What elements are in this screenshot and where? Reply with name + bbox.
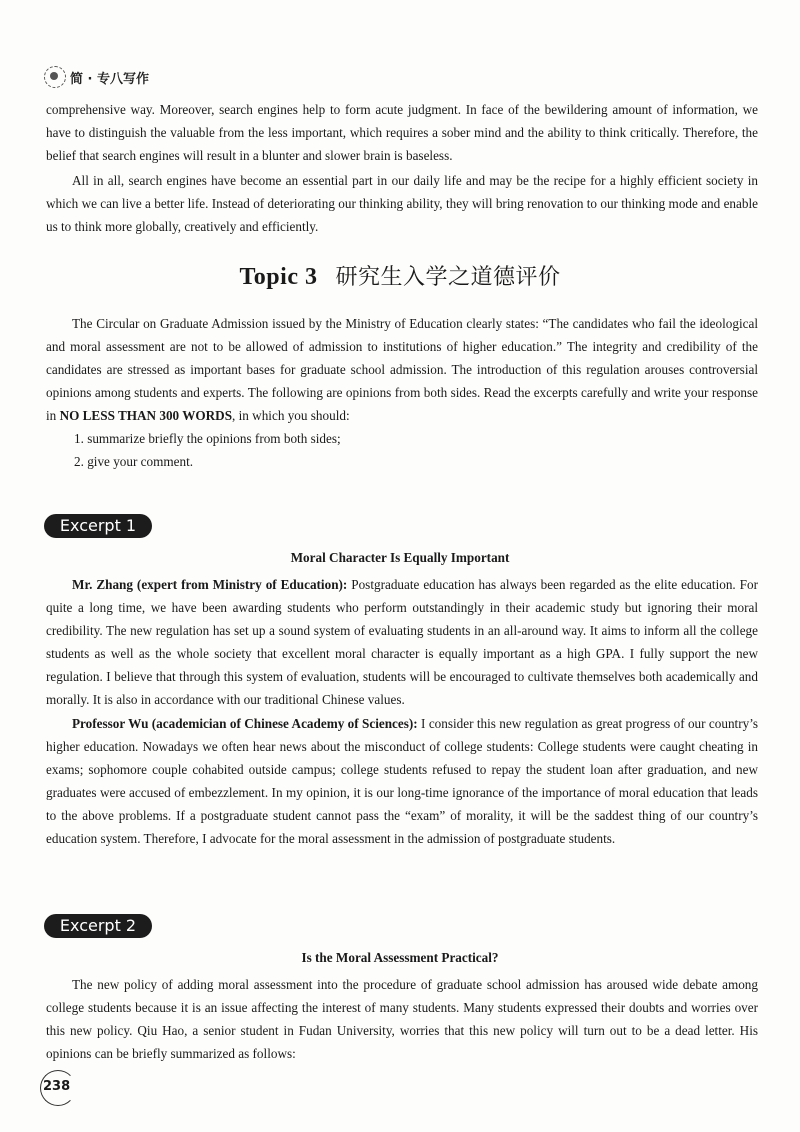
paragraph: All in all, search engines have become an essential part in our daily life and may be the recipe for a highly efficient society in which we can live a better life. Instead of deteriorating our thinking ability, they will bring renovation to our thinking mode and enable us to think more globally, creatively and efficiently. <box>46 173 758 234</box>
list-item: 2. give your comment. <box>74 454 194 469</box>
page-number: 238 <box>43 1079 71 1094</box>
topic-title-zh: 研究生入学之道德评价 <box>335 265 561 290</box>
text-run: I consider this new regulation as great progress of our country’s higher education. Nowadays we often hear news about the misconduct of college students: College students were caught cheating in exams; sophomore couple cohabited outside campus; college students refused to repay the student loan after graduation, and new graduates were accused of embezzlement. In my opinion, it is our long-time ignorance of the importance of moral education that leads to the above problems. If a postgraduate student cannot pass the “exam” of morality, it will be the saddest thing of our country’s education system. Therefore, I advocate for the moral assessment in the admission of postgraduate students. <box>46 716 758 846</box>
header-title: 简 · 专八写作 <box>70 71 149 87</box>
excerpt-1-badge: Excerpt 1 <box>44 514 152 538</box>
book-logo-icon <box>44 66 66 88</box>
list-item: 1. summarize briefly the opinions from both sides; <box>74 431 341 446</box>
excerpt-1-body <box>46 573 758 850</box>
topic-instructions <box>46 312 758 473</box>
speaker-label: Mr. Zhang (expert from Ministry of Education): <box>72 577 348 592</box>
text-run: , in which you should: <box>232 408 350 423</box>
paragraph: comprehensive way. Moreover, search engines help to form acute judgment. In face of the bewildering amount of information, we have to distinguish the valuable from the less important, which requires a sober mind and the ability to think critically. Therefore, the belief that search engines will result in a blunter and slower brain is baseless. <box>46 102 758 163</box>
paragraph <box>46 312 758 427</box>
text-run: The Circular on Graduate Admission issued by the Ministry of Education clearly states: “The candidates who fail the ideological and moral assessment are not to be allowed of admission to institutions of higher education.” The integrity and credibility of the candidates are stressed as important bases for graduate school admission. The introduction of this regulation arouses controversial opinions among students and experts. The following are opinions from both sides. Read the excerpts carefully and write your response in <box>46 316 758 423</box>
emphasis-text: NO LESS THAN 300 WORDS <box>59 408 233 423</box>
previous-essay-ending <box>46 98 758 238</box>
speaker-label: Professor Wu (academician of Chinese Academy of Sciences): <box>72 716 418 731</box>
paragraph <box>46 712 758 850</box>
topic-heading <box>0 260 800 291</box>
page-number-badge <box>40 1070 76 1106</box>
excerpt-2-body <box>46 973 758 1065</box>
excerpt-2-heading: Is the Moral Assessment Practical? <box>301 950 499 965</box>
text-run: Postgraduate education has always been regarded as the elite education. For quite a long time, we have been awarding students who perform outstandingly in their academic study but ignoring their moral credibility. The new regulation has set up a sound system of evaluating students in an all-around way. It aims to inform all the college students as well as the whole society that excellent moral character is equally important as a high GPA. I fully support the new regulation. I believe that through this system of evaluation, students will be encouraged to cultivate themselves both academically and morally. It is also in accordance with our traditional Chinese values. <box>46 577 758 707</box>
topic-number: Topic 3 <box>239 264 318 290</box>
excerpt-2-badge: Excerpt 2 <box>44 914 152 938</box>
running-header <box>44 66 149 88</box>
excerpt-1-heading: Moral Character Is Equally Important <box>290 550 510 565</box>
paragraph: The new policy of adding moral assessment into the procedure of graduate school admission has aroused wide debate among college students because it is an issue affecting the interest of many students. Many students expressed their doubts and worries over this new policy. Qiu Hao, a senior student in Fudan University, worries that this new policy will turn out to be a dead letter. His opinions can be briefly summarized as follows: <box>46 977 758 1061</box>
paragraph <box>46 573 758 711</box>
